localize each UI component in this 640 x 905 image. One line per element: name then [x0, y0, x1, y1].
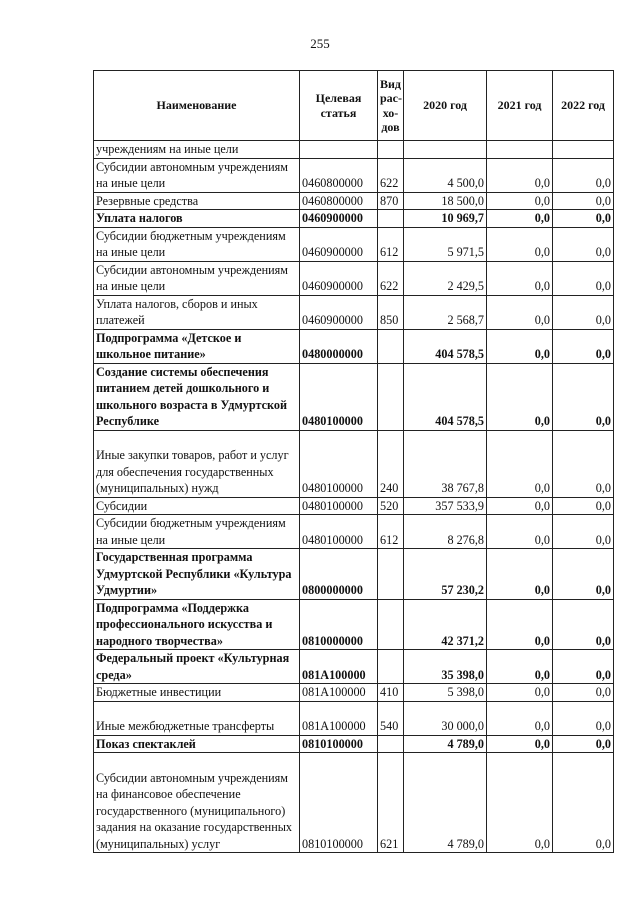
- cell-y2021: 0,0: [487, 329, 553, 363]
- cell-name: Субсидии: [94, 497, 300, 515]
- cell-y2021: 0,0: [487, 549, 553, 600]
- table-header-row: [94, 71, 614, 141]
- table-row: [94, 497, 614, 515]
- cell-y2022: [553, 141, 614, 159]
- cell-y2020: 35 398,0: [404, 650, 487, 684]
- table-row: [94, 753, 614, 853]
- cell-code: 0480100000: [300, 430, 378, 497]
- cell-vid: [378, 599, 404, 650]
- cell-name: Иные закупки товаров, работ и услуг для обеспечения государственных (муниципальных) нужд: [94, 430, 300, 497]
- cell-code: 081A100000: [300, 701, 378, 735]
- cell-y2022: 0,0: [553, 650, 614, 684]
- cell-vid: 540: [378, 701, 404, 735]
- cell-name: учреждениям на иные цели: [94, 141, 300, 159]
- table-row: [94, 295, 614, 329]
- cell-vid: 850: [378, 295, 404, 329]
- cell-y2020: 57 230,2: [404, 549, 487, 600]
- cell-code: 0480000000: [300, 329, 378, 363]
- cell-name: Подпрограмма «Детское и школьное питание»: [94, 329, 300, 363]
- cell-name: Уплата налогов: [94, 210, 300, 228]
- header-2022: 2022 год: [553, 71, 614, 141]
- cell-y2022: 0,0: [553, 430, 614, 497]
- cell-name: Субсидии автономным учреждениям на финансовое обеспечение государственного (муниципального) задания на оказание государственных (муниципальных) услуг: [94, 753, 300, 853]
- cell-y2020: 10 969,7: [404, 210, 487, 228]
- cell-code: 0480100000: [300, 515, 378, 549]
- table-row: [94, 227, 614, 261]
- cell-y2021: 0,0: [487, 753, 553, 853]
- cell-y2020: 5 971,5: [404, 227, 487, 261]
- table-row: [94, 549, 614, 600]
- cell-y2022: 0,0: [553, 158, 614, 192]
- cell-y2020: 2 568,7: [404, 295, 487, 329]
- header-vid: Вид рас-хо-дов: [378, 71, 404, 141]
- cell-vid: 870: [378, 192, 404, 210]
- page-number: 255: [310, 36, 330, 51]
- cell-y2022: 0,0: [553, 192, 614, 210]
- cell-y2022: 0,0: [553, 261, 614, 295]
- cell-y2020: 42 371,2: [404, 599, 487, 650]
- cell-y2021: [487, 141, 553, 159]
- table-row: [94, 329, 614, 363]
- cell-name: Субсидии автономным учреждениям на иные цели: [94, 158, 300, 192]
- cell-y2021: 0,0: [487, 295, 553, 329]
- table-row: [94, 599, 614, 650]
- cell-vid: 520: [378, 497, 404, 515]
- cell-code: [300, 141, 378, 159]
- cell-y2021: 0,0: [487, 430, 553, 497]
- cell-name: Субсидии бюджетным учреждениям на иные цели: [94, 515, 300, 549]
- cell-name: Подпрограмма «Поддержка профессионального искусства и народного творчества»: [94, 599, 300, 650]
- cell-code: 0480100000: [300, 497, 378, 515]
- cell-y2020: 4 789,0: [404, 753, 487, 853]
- table-row: [94, 650, 614, 684]
- cell-code: 0460900000: [300, 210, 378, 228]
- budget-table: [93, 70, 614, 853]
- cell-name: Резервные средства: [94, 192, 300, 210]
- cell-y2022: 0,0: [553, 363, 614, 430]
- cell-y2022: 0,0: [553, 735, 614, 753]
- cell-y2022: 0,0: [553, 515, 614, 549]
- cell-y2021: 0,0: [487, 735, 553, 753]
- cell-y2020: 4 500,0: [404, 158, 487, 192]
- cell-y2020: 30 000,0: [404, 701, 487, 735]
- cell-y2021: 0,0: [487, 158, 553, 192]
- table-row: [94, 141, 614, 159]
- cell-vid: [378, 329, 404, 363]
- cell-vid: [378, 650, 404, 684]
- cell-y2020: 357 533,9: [404, 497, 487, 515]
- cell-y2020: 2 429,5: [404, 261, 487, 295]
- cell-y2020: 404 578,5: [404, 363, 487, 430]
- cell-name: Государственная программа Удмуртской Республики «Культура Удмуртии»: [94, 549, 300, 600]
- cell-y2021: 0,0: [487, 227, 553, 261]
- cell-code: 0810100000: [300, 753, 378, 853]
- cell-code: 0460900000: [300, 261, 378, 295]
- cell-name: Субсидии бюджетным учреждениям на иные цели: [94, 227, 300, 261]
- cell-y2022: 0,0: [553, 227, 614, 261]
- cell-y2021: 0,0: [487, 515, 553, 549]
- cell-name: Уплата налогов, сборов и иных платежей: [94, 295, 300, 329]
- cell-name: Субсидии автономным учреждениям на иные цели: [94, 261, 300, 295]
- cell-y2020: 38 767,8: [404, 430, 487, 497]
- cell-y2022: 0,0: [553, 329, 614, 363]
- table-row: [94, 515, 614, 549]
- cell-y2021: 0,0: [487, 261, 553, 295]
- cell-y2021: 0,0: [487, 363, 553, 430]
- cell-code: 0460800000: [300, 158, 378, 192]
- cell-vid: 240: [378, 430, 404, 497]
- table-row: [94, 430, 614, 497]
- table-row: [94, 684, 614, 702]
- table-row: [94, 210, 614, 228]
- cell-code: 0800000000: [300, 549, 378, 600]
- cell-code: 081A100000: [300, 650, 378, 684]
- cell-y2022: 0,0: [553, 684, 614, 702]
- cell-code: 0460900000: [300, 295, 378, 329]
- table-row: [94, 158, 614, 192]
- cell-name: Иные межбюджетные трансферты: [94, 701, 300, 735]
- cell-vid: 622: [378, 158, 404, 192]
- cell-y2022: 0,0: [553, 599, 614, 650]
- header-2021: 2021 год: [487, 71, 553, 141]
- cell-y2021: 0,0: [487, 701, 553, 735]
- cell-y2021: 0,0: [487, 497, 553, 515]
- cell-code: 0460800000: [300, 192, 378, 210]
- cell-y2022: 0,0: [553, 210, 614, 228]
- cell-y2020: 4 789,0: [404, 735, 487, 753]
- cell-vid: 612: [378, 227, 404, 261]
- cell-vid: [378, 210, 404, 228]
- cell-y2020: [404, 141, 487, 159]
- cell-y2020: 5 398,0: [404, 684, 487, 702]
- cell-y2022: 0,0: [553, 497, 614, 515]
- cell-vid: [378, 141, 404, 159]
- cell-y2022: 0,0: [553, 701, 614, 735]
- cell-vid: [378, 735, 404, 753]
- table-row: [94, 192, 614, 210]
- cell-y2020: 18 500,0: [404, 192, 487, 210]
- cell-name: Федеральный проект «Культурная среда»: [94, 650, 300, 684]
- cell-y2021: 0,0: [487, 210, 553, 228]
- cell-vid: [378, 549, 404, 600]
- cell-vid: 622: [378, 261, 404, 295]
- header-2020: 2020 год: [404, 71, 487, 141]
- cell-y2021: 0,0: [487, 192, 553, 210]
- cell-vid: 621: [378, 753, 404, 853]
- cell-code: 0460900000: [300, 227, 378, 261]
- cell-name: Создание системы обеспечения питанием детей дошкольного и школьного возраста в Удмуртской Республике: [94, 363, 300, 430]
- header-code: Целевая статья: [300, 71, 378, 141]
- cell-vid: 410: [378, 684, 404, 702]
- table-row: [94, 261, 614, 295]
- cell-code: 0810100000: [300, 735, 378, 753]
- table-body: [94, 141, 614, 853]
- cell-vid: 612: [378, 515, 404, 549]
- cell-name: Бюджетные инвестиции: [94, 684, 300, 702]
- table-row: [94, 735, 614, 753]
- cell-y2022: 0,0: [553, 549, 614, 600]
- cell-name: Показ спектаклей: [94, 735, 300, 753]
- cell-y2021: 0,0: [487, 684, 553, 702]
- cell-y2020: 404 578,5: [404, 329, 487, 363]
- cell-y2021: 0,0: [487, 650, 553, 684]
- cell-y2020: 8 276,8: [404, 515, 487, 549]
- cell-y2022: 0,0: [553, 753, 614, 853]
- cell-y2022: 0,0: [553, 295, 614, 329]
- cell-code: 0810000000: [300, 599, 378, 650]
- table-row: [94, 363, 614, 430]
- cell-y2021: 0,0: [487, 599, 553, 650]
- table-row: [94, 701, 614, 735]
- header-name: Наименование: [94, 71, 300, 141]
- cell-vid: [378, 363, 404, 430]
- cell-code: 081A100000: [300, 684, 378, 702]
- cell-code: 0480100000: [300, 363, 378, 430]
